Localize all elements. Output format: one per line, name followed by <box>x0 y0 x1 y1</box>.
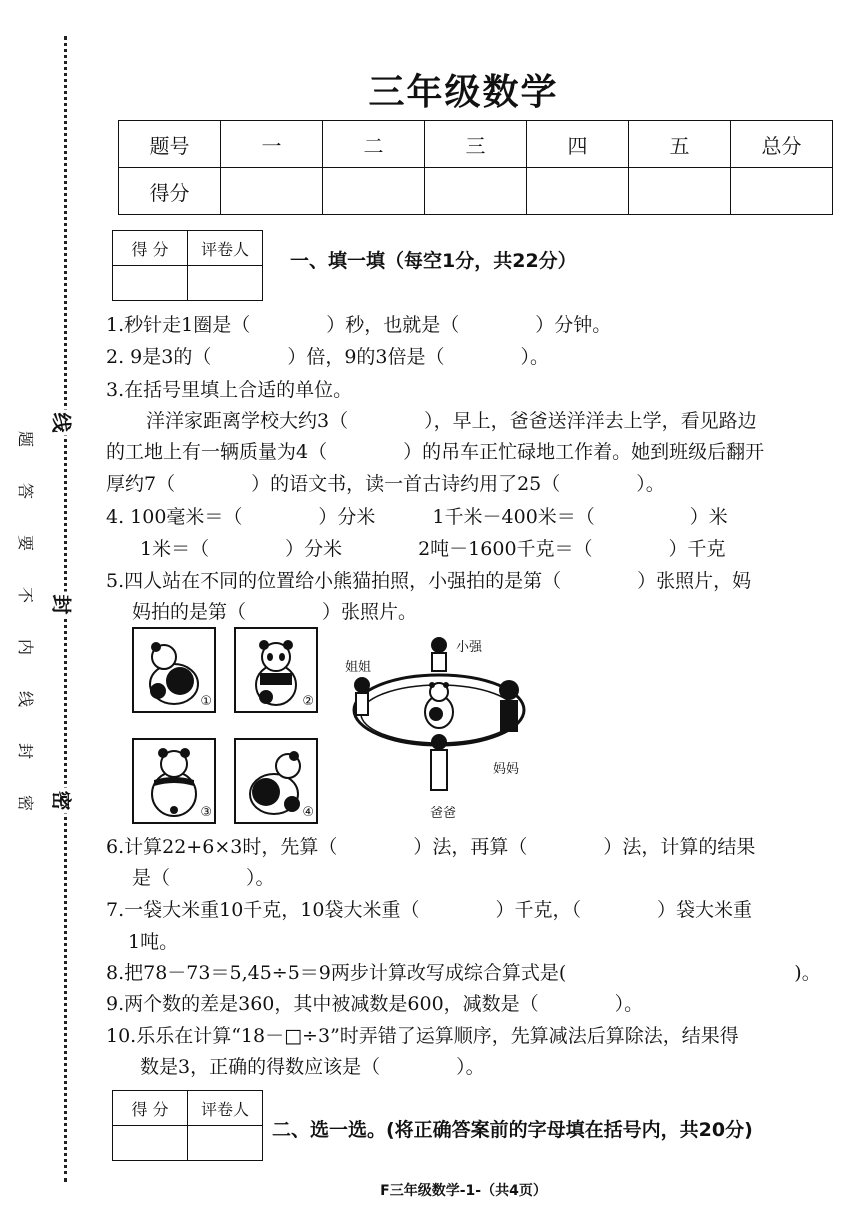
person-label-mama: 妈妈 <box>493 762 520 777</box>
grader-score-label: 得 分 <box>113 1091 188 1126</box>
score-input-cell[interactable] <box>731 168 833 215</box>
question-line: 数是3，正确的得数应该是（ ）。 <box>140 1056 485 1078</box>
question-line: 1吨。 <box>128 931 179 953</box>
question-line: 6.计算22+6×3时，先算（ ）法，再算（ ）法，计算的结果 <box>106 836 756 858</box>
score-cell: 五 <box>629 121 731 168</box>
score-input-cell[interactable] <box>425 168 527 215</box>
grader-score-input[interactable] <box>113 266 188 301</box>
person-label-xiaoqiang: 小强 <box>456 640 483 655</box>
seal-line-label: 线 <box>49 410 78 436</box>
panda-photo-2 <box>234 627 318 713</box>
photo-number: ① <box>200 694 212 709</box>
score-table <box>118 120 833 215</box>
question-line: 的工地上有一辆质量为4（ ）的吊车正忙碌地工作着。她到班级后翻开 <box>106 441 765 463</box>
panda-photo-3 <box>132 738 216 824</box>
score-row-label: 得分 <box>119 168 221 215</box>
score-input-cell[interactable] <box>629 168 731 215</box>
section2-heading: 二、选一选。(将正确答案前的字母填在括号内，共20分) <box>272 1119 753 1141</box>
grader-reviewer-label: 评卷人 <box>188 231 263 266</box>
panda-photo-1 <box>132 627 216 713</box>
person-label-baba: 爸爸 <box>430 806 457 821</box>
photo-number: ② <box>302 694 314 709</box>
grader-score-label: 得 分 <box>113 231 188 266</box>
question-line: 妈拍的是第（ ）张照片。 <box>132 601 418 623</box>
question-line: 是（ ）。 <box>132 867 275 889</box>
question-line: 1.秒针走1圈是（ ）秒，也就是（ ）分钟。 <box>106 314 612 336</box>
question-line: 洋洋家距离学校大约3（ ），早上，爸爸送洋洋去上学，看见路边 <box>146 410 757 432</box>
section1-grader-box <box>112 230 263 301</box>
grader-reviewer-input[interactable] <box>188 266 263 301</box>
seal-seal-label: 封 <box>49 592 78 618</box>
score-input-row <box>119 168 833 215</box>
score-cell: 三 <box>425 121 527 168</box>
page-footer: F三年级数学-1-（共4页） <box>380 1183 547 1199</box>
question-line: 3.在括号里填上合适的单位。 <box>106 379 353 401</box>
photo-number: ③ <box>200 805 212 820</box>
score-cell: 一 <box>221 121 323 168</box>
score-cell: 总分 <box>731 121 833 168</box>
question-line: 4. 100毫米＝（ ）分米 1千米－400米＝（ ）米 <box>106 506 728 528</box>
question-line: 9.两个数的差是360，其中被减数是600，减数是（ ）。 <box>106 993 644 1015</box>
photo-number: ④ <box>302 805 314 820</box>
seal-secret-label: 密 <box>49 788 78 814</box>
score-input-cell[interactable] <box>221 168 323 215</box>
question-line: 2. 9是3的（ ）倍，9的3倍是（ ）。 <box>106 346 550 368</box>
question-line: 7.一袋大米重10千克，10袋大米重（ ）千克，（ ）袋大米重 <box>106 899 752 921</box>
score-input-cell[interactable] <box>323 168 425 215</box>
score-cell: 四 <box>527 121 629 168</box>
question-line: 10.乐乐在计算“18－□÷3”时弄错了运算顺序，先算减法后算除法，结果得 <box>106 1025 739 1047</box>
section1-heading: 一、填一填（每空1分，共22分） <box>290 250 577 272</box>
score-header-row <box>119 121 833 168</box>
person-label-jiejie: 姐姐 <box>345 660 372 675</box>
grader-score-input[interactable] <box>113 1126 188 1161</box>
section2-grader-box <box>112 1090 263 1161</box>
question-line: 1米＝（ ）分米 2吨－1600千克＝（ ）千克 <box>140 538 726 560</box>
page-title: 三年级数学 <box>368 71 559 113</box>
score-cell: 题号 <box>119 121 221 168</box>
question-line: 5.四人站在不同的位置给小熊猫拍照，小强拍的是第（ ）张照片，妈 <box>106 570 752 592</box>
margin-warning-text: 题 答 要 不 内 线 封 密 <box>16 430 35 811</box>
question-line: 厚约7（ ）的语文书，读一首古诗约用了25（ ）。 <box>106 473 665 495</box>
score-input-cell[interactable] <box>527 168 629 215</box>
question-line: 8.把78－73＝5,45÷5＝9两步计算改写成综合算式是( )。 <box>106 962 821 984</box>
score-cell: 二 <box>323 121 425 168</box>
panda-photo-4 <box>234 738 318 824</box>
grader-reviewer-input[interactable] <box>188 1126 263 1161</box>
grader-reviewer-label: 评卷人 <box>188 1091 263 1126</box>
